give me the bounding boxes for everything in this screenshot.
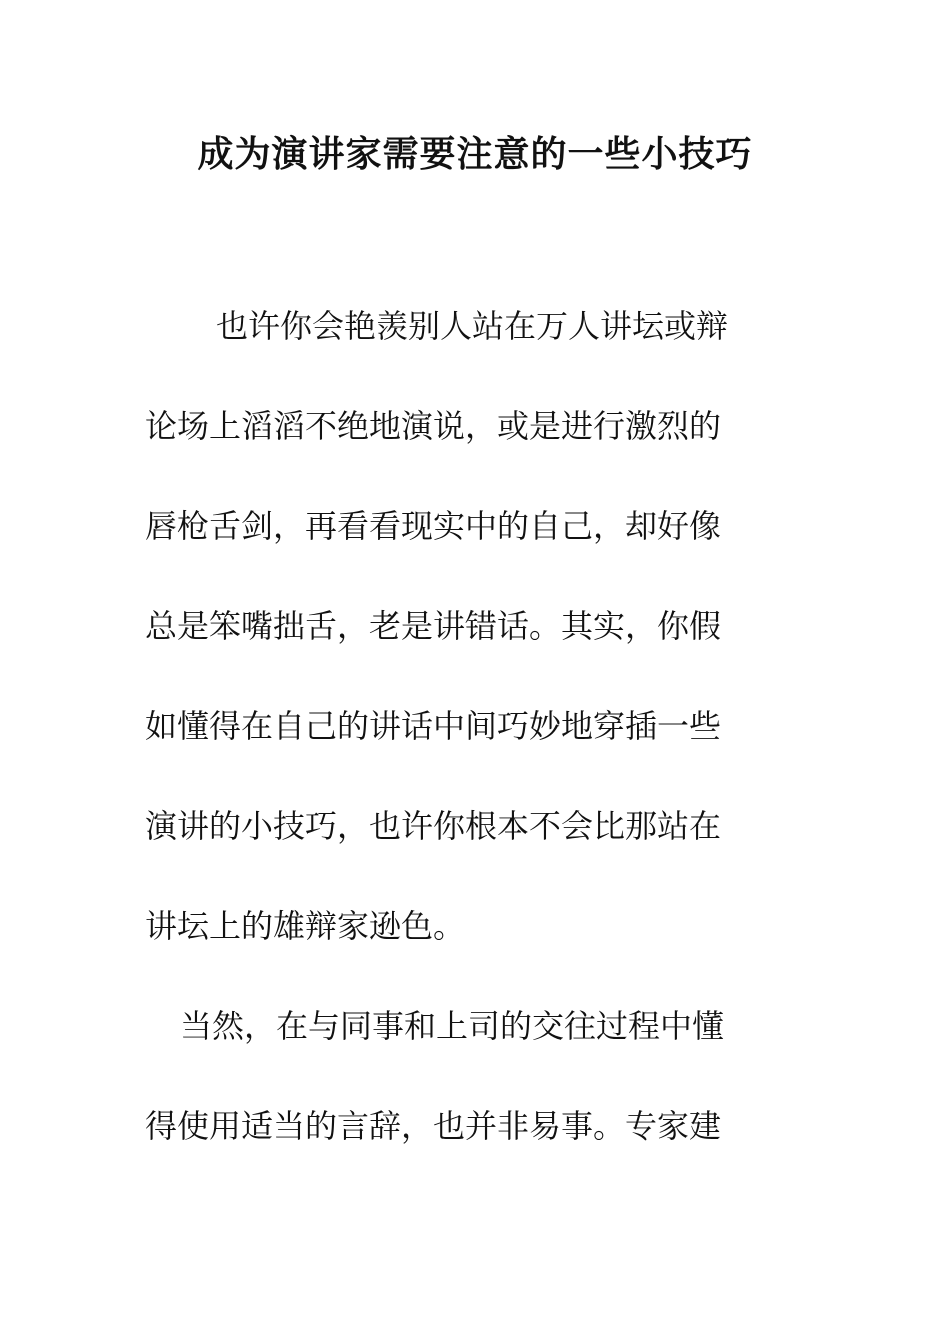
paragraph-line: 唇枪舌剑，再看看现实中的自己，却好像 <box>145 507 722 545</box>
paragraph-line: 也许你会艳羡别人站在万人讲坛或辩 <box>216 307 729 345</box>
paragraph-line: 论场上滔滔不绝地演说，或是进行激烈的 <box>145 407 722 445</box>
paragraph-line: 得使用适当的言辞，也并非易事。专家建 <box>145 1107 722 1145</box>
paragraph-line: 当然，在与同事和上司的交往过程中懂 <box>180 1007 725 1045</box>
paragraph-line: 总是笨嘴拙舌，老是讲错话。其实，你假 <box>145 607 722 645</box>
document-title: 成为演讲家需要注意的一些小技巧 <box>197 133 753 175</box>
paragraph-line: 如懂得在自己的讲话中间巧妙地穿插一些 <box>145 707 722 745</box>
paragraph-line: 演讲的小技巧，也许你根本不会比那站在 <box>145 807 722 845</box>
paragraph-line: 讲坛上的雄辩家逊色。 <box>145 907 466 945</box>
